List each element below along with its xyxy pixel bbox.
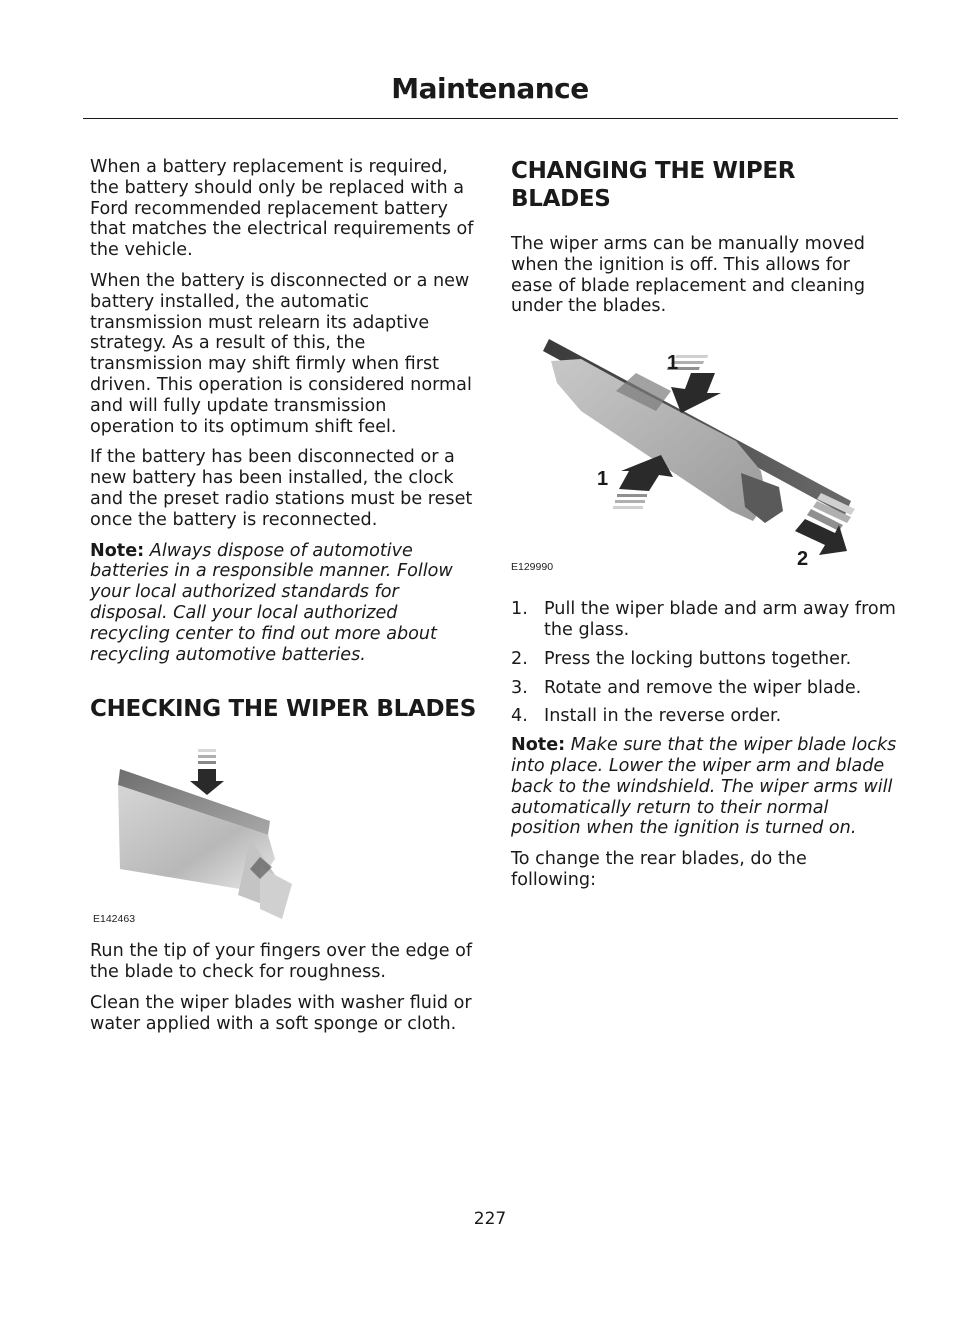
right-column xyxy=(511,157,897,901)
check-roughness-paragraph: Run the tip of your fingers over the edge of the blade to check for roughness. xyxy=(90,941,473,983)
step-text: Press the locking buttons together. xyxy=(544,648,852,669)
step-number: 1. xyxy=(511,599,528,620)
step-number: 4. xyxy=(511,706,528,727)
callout-fade-line xyxy=(617,494,647,497)
blade-end xyxy=(260,867,292,919)
list-item xyxy=(511,706,897,727)
battery-replacement-paragraph: When a battery replacement is required, the battery should only be replaced with a Ford recommended replacement battery that matches the electrical requirements of the vehicle. xyxy=(90,157,474,261)
step-number: 2. xyxy=(511,648,528,669)
callout-1-bottom: 1 xyxy=(597,468,609,491)
clean-blades-paragraph: Clean the wiper blades with washer fluid or water applied with a soft sponge or cloth. xyxy=(90,992,472,1034)
clock-reset-paragraph: If the battery has been disconnected or a new battery has been installed, the clock and the preset radio stations must be reset once the battery is reconnected. xyxy=(90,447,473,530)
arrow-fade-line xyxy=(198,761,216,764)
wiper-arm-illustration xyxy=(521,331,881,581)
figure-id: E142463 xyxy=(93,913,136,926)
wiper-arms-intro-paragraph: The wiper arms can be manually moved when the ignition is off. This allows for ease of blade replacement and cleaning under the blades. xyxy=(511,234,865,317)
wiper-lock-note xyxy=(511,735,897,839)
arrow-1-top-icon xyxy=(671,373,721,413)
callout-1-top: 1 xyxy=(667,352,679,375)
changing-wiper-blades-heading: CHANGING THE WIPER BLADES xyxy=(511,158,796,212)
step-text: Pull the wiper blade and arm away from the glass. xyxy=(544,599,896,640)
list-item xyxy=(511,649,897,670)
list-item xyxy=(511,599,897,641)
callout-fade-line xyxy=(613,506,643,509)
callout-2: 2 xyxy=(797,548,809,571)
step-text: Install in the reverse order. xyxy=(544,706,782,727)
callout-fade-line xyxy=(615,500,645,503)
page-title: Maintenance xyxy=(391,72,589,105)
wiper-blade-removal-figure xyxy=(511,331,897,585)
callout-fade-line xyxy=(675,355,708,358)
note-text: Make sure that the wiper blade locks into place. Lower the wiper arm and blade back to the windshield. The wiper arms will automatically return to their normal position when the ignition is turned on. xyxy=(511,735,897,839)
arrow-fade-line xyxy=(198,755,216,758)
step-text: Rotate and remove the wiper blade. xyxy=(544,677,862,698)
note-label: Note: xyxy=(90,540,145,561)
rear-blades-paragraph: To change the rear blades, do the following: xyxy=(511,849,807,890)
page-number: 227 xyxy=(473,1209,507,1229)
arrow-fade-line xyxy=(198,749,216,752)
note-text: Always dispose of automotive batteries in a responsible manner. Follow your local authorized standards for disposal. Call your local authorized recycling center to find out more about recycling automotive batteries. xyxy=(90,540,453,665)
note-label: Note: xyxy=(511,735,566,756)
removal-steps-list xyxy=(511,599,897,727)
wiper-blade-illustration xyxy=(110,749,350,925)
transmission-relearn-paragraph: When the battery is disconnected or a new battery installed, the automatic transmission must relearn its adaptive strategy. As a result of this, the transmission may shift firmly when first driven. This operation is considered normal and will fully update transmission operation to its optimum shift feel. xyxy=(90,270,472,437)
header-divider xyxy=(83,118,898,119)
figure-id: E129990 xyxy=(511,561,554,574)
checking-wiper-blades-heading: CHECKING THE WIPER BLADES xyxy=(90,696,476,723)
list-item xyxy=(511,678,897,699)
wiper-blade-check-figure xyxy=(90,749,476,925)
step-number: 3. xyxy=(511,677,528,698)
battery-disposal-note xyxy=(90,541,476,666)
left-column xyxy=(90,157,476,1045)
down-arrow-icon xyxy=(190,769,224,795)
